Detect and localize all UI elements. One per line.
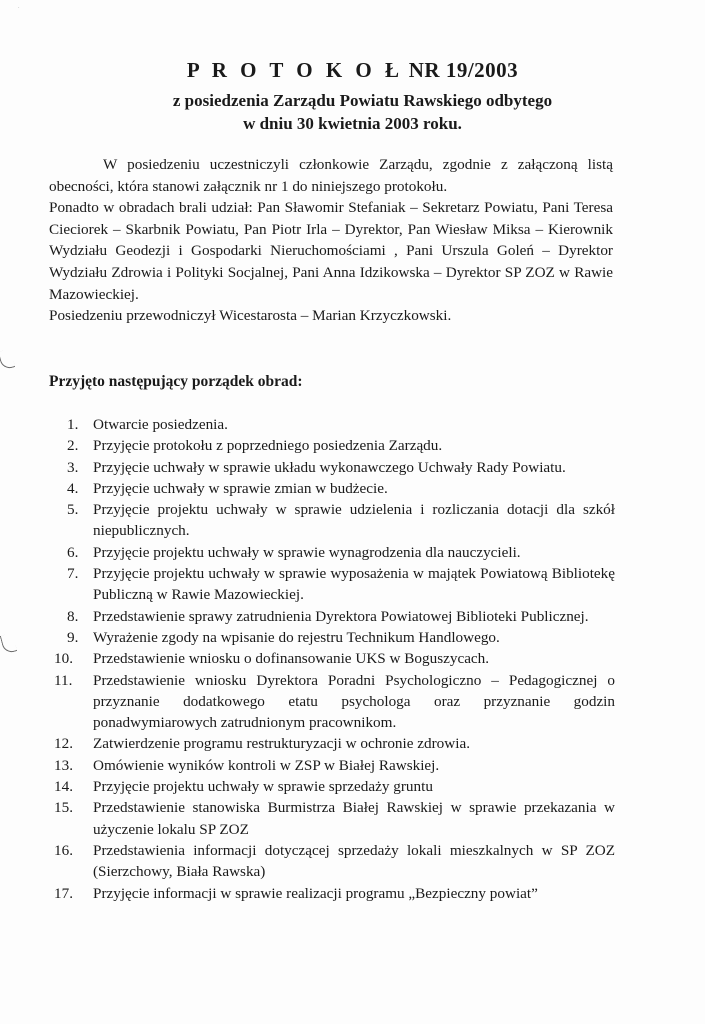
agenda-item-text: Przyjęcie protokołu z poprzedniego posiedzenia Zarządu. (93, 437, 443, 455)
title-number: NR 19/2003 (408, 58, 519, 82)
agenda-item-number: 8. (67, 607, 79, 625)
agenda-item-number: 11. (54, 671, 73, 689)
agenda-item-number: 13. (54, 756, 73, 774)
agenda-item-text: Przyjęcie projektu uchwały w sprawie wynagrodzenia dla nauczycieli. (93, 543, 521, 561)
agenda-item (67, 499, 615, 542)
agenda-item-text: Przedstawienie sprawy zatrudnienia Dyrektora Powiatowej Biblioteki Publicznej. (93, 607, 589, 625)
agenda-item-number: 9. (67, 628, 79, 646)
agenda-item-number: 16. (54, 841, 73, 859)
agenda-item (54, 797, 615, 840)
agenda-item (67, 414, 615, 435)
agenda-item (67, 627, 615, 648)
scan-speck: . (18, 4, 20, 10)
agenda-item (54, 755, 615, 776)
agenda-item-number: 1. (67, 416, 79, 433)
agenda-item-number: 10. (54, 650, 73, 668)
agenda-item (54, 840, 615, 883)
intro-paragraph: W posiedzeniu uczestniczyli członkowie Zarządu, zgodnie z załączoną listą obecności, która stanowi załącznik nr 1 do niniejszego protokołu. (49, 156, 613, 195)
agenda-item-number: 15. (54, 799, 73, 817)
chair-paragraph: Posiedzeniu przewodniczył Wicestarosta – Marian Krzyczkowski. (49, 307, 452, 325)
agenda-item (67, 478, 615, 499)
agenda-item-number: 12. (54, 735, 73, 753)
agenda-item-text: Omówienie wyników kontroli w ZSP w Białej Rawskiej. (93, 756, 440, 774)
agenda-item (54, 670, 615, 734)
agenda-item-number: 4. (67, 479, 79, 497)
agenda-item-text: Przedstawienie stanowiska Burmistrza Białej Rawskiej w sprawie przekazania w użyczenie lokalu SP ZOZ (93, 799, 615, 838)
margin-mark (0, 633, 17, 655)
agenda-list (54, 414, 615, 904)
agenda-heading: Przyjęto następujący porządek obrad: (49, 373, 303, 390)
agenda-item-text: Przedstawienia informacji dotyczącej sprzedaży lokali mieszkalnych w SP ZOZ (Sierzchowy, Biała Rawska) (93, 841, 615, 881)
agenda-item-number: 14. (54, 778, 73, 796)
title-word: P R O T O K O Ł (186, 58, 403, 82)
agenda-item (67, 457, 615, 478)
agenda-item (54, 883, 615, 904)
agenda-item-text: Przyjęcie projektu uchwały w sprawie udzielenia i rozliczania dotacji dla szkół niepublicznych. (93, 501, 615, 540)
margin-mark (0, 349, 15, 371)
agenda-item (67, 563, 615, 606)
agenda-item-number: 7. (67, 565, 79, 583)
agenda-item-number: 17. (54, 884, 73, 902)
agenda-item (54, 776, 615, 797)
agenda-item (54, 648, 615, 669)
agenda-item (67, 435, 615, 456)
agenda-item-text: Przyjęcie projektu uchwały w sprawie sprzedaży gruntu (93, 778, 433, 796)
agenda-item-text: Wyrażenie zgody na wpisanie do rejestru Technikum Handlowego. (93, 628, 500, 646)
subtitle-line-1: z posiedzenia Zarządu Powiatu Rawskiego odbytego (172, 91, 553, 110)
agenda-item-text: Przyjęcie uchwały w sprawie zmian w budżecie. (93, 479, 388, 497)
agenda-item-number: 5. (67, 501, 79, 519)
agenda-item (67, 606, 615, 627)
participants-paragraph: Ponadto w obradach brali udział: Pan Sławomir Stefaniak – Sekretarz Powiatu, Pani Teresa Cieciorek – Skarbnik Powiatu, Pan Piotr Irla – Dyrektor, Pan Wiesław Miksa – Kierownik Wydziału Geodezji i Gospodarki Nieruchomościami , Pani Urszula Goleń – Dyrektor Wydziału Zdrowia i Polityki Socjalnej, Pani Anna Idzikowska – Dyrektor SP ZOZ w Rawie Mazowieckiej. (49, 199, 613, 303)
agenda-item-text: Przyjęcie informacji w sprawie realizacji programu „Bezpieczny powiat” (93, 884, 538, 902)
agenda-item-number: 6. (67, 543, 79, 561)
agenda-item-text: Otwarcie posiedzenia. (93, 416, 228, 433)
agenda-item-text: Przedstawienie wniosku Dyrektora Poradni Psychologiczno – Pedagogicznej o przyznanie dodatkowego etatu psychologa oraz przyznanie godzin ponadwymiarowych zatrudnionym pracownikom. (93, 671, 615, 732)
agenda-item-text: Przyjęcie uchwały w sprawie układu wykonawczego Uchwały Rady Powiatu. (93, 458, 566, 476)
agenda-item (67, 542, 615, 563)
agenda-item-text: Zatwierdzenie programu restrukturyzacji w ochronie zdrowia. (93, 735, 470, 753)
subtitle-line-2: w dniu 30 kwietnia 2003 roku. (243, 114, 462, 133)
agenda-item (54, 733, 615, 754)
agenda-item-text: Przedstawienie wniosku o dofinansowanie UKS w Boguszycach. (93, 650, 490, 668)
document-title (0, 58, 705, 83)
intro-section (49, 154, 613, 327)
agenda-item-text: Przyjęcie projektu uchwały w sprawie wyposażenia w majątek Powiatową Bibliotekę Publiczną w Rawie Mazowieckiej. (93, 565, 615, 604)
agenda-item-number: 3. (67, 458, 79, 476)
agenda-item-number: 2. (67, 437, 79, 455)
